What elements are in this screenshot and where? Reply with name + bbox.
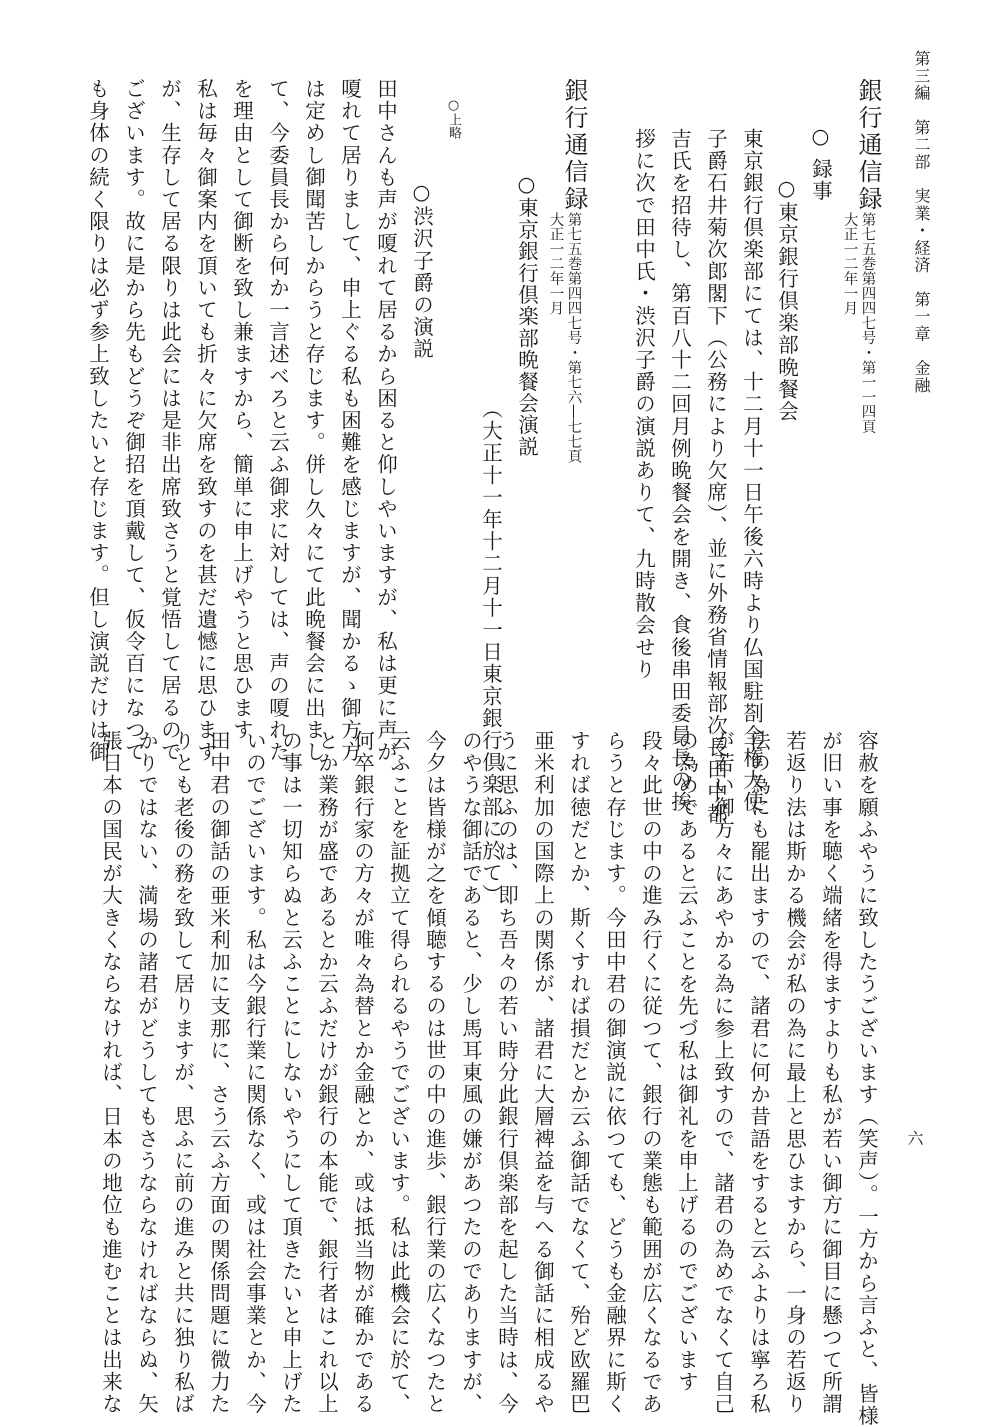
article1-category: ○ 録事 — [808, 124, 833, 202]
article2-heading: ○東京銀行倶楽部晩餐会演説 — [514, 172, 539, 458]
speech-line: も身体の続く限りは必ず参上致したいと存じます。但し演説だけは御 — [85, 78, 110, 764]
article1-heading: ○東京銀行倶楽部晩餐会 — [774, 176, 799, 423]
body-line: 何卒銀行家の方々が唯々為替とか金融とか、或は抵当物が確かである — [350, 730, 375, 1416]
speech-heading: ○渋沢子爵の演説 — [409, 180, 434, 361]
article1-citation-volume: 第七五巻第四四七号・第一一四頁 — [859, 212, 876, 434]
speech-line: が、生存して居る限りは此会には是非出席致さうと覚悟して居るので — [157, 78, 182, 764]
article1-title: 銀行通信録 — [854, 78, 882, 213]
body-line: 容赦を願ふやうに致したうございます（笑声）。一方から言ふと、皆様 — [854, 730, 879, 1427]
omission-note: ○上略 — [446, 98, 461, 139]
speech-line: は定めし御聞苦しからうと存じます。併し久々にて此晩餐会に出まし — [301, 78, 326, 764]
page-number: 六 — [905, 1130, 924, 1148]
article2-citation-volume: 第七五巻第四四七号・第七六―七七頁 — [565, 212, 582, 464]
body-line: とか業務が盛であるとか云ふだけが銀行の本能で、銀行者はこれ以上 — [314, 730, 339, 1416]
body-line: らうと存じます。今田中君の御演説に依つても、どうも金融界に斯く — [602, 730, 627, 1416]
body-line: が若い御方々にあやかる為に参上致すので、諸君の為めでなくて自己 — [710, 730, 735, 1416]
body-line: 亜米利加の国際上の関係が、諸君に大層裨益を与へる御話に相成るや — [530, 730, 555, 1416]
body-line: 段々此世の中の進み行くに従つて、銀行の業態も範囲が広くなるであ — [638, 730, 663, 1416]
body-line: 張日本の国民が大きくならなければ、日本の地位も進むことは出来な — [98, 730, 123, 1416]
body-line: 云ふことを証拠立て得られるやうでございます。私は此機会に於て、 — [386, 730, 411, 1416]
body-line: 今夕は皆様が之を傾聴するのは世の中の進歩、銀行業の広くなつたと — [422, 730, 447, 1416]
body-line: りとも老後の務を致して居りますが、思ふに前の進みと共に独り私ば — [170, 730, 195, 1416]
article1-line: 拶に次で田中氏・渋沢子爵の演説ありて、九時散会せり — [631, 128, 656, 681]
article1-citation-date: 大正一二年一月 — [841, 212, 858, 316]
article2-title: 銀行通信録 — [560, 78, 588, 213]
body-line: が旧い事を聴く端緒を得ますよりも私が若い御方に御目に懸つて所謂 — [818, 730, 843, 1416]
speech-line: 嗄れて居りまして、申上ぐる私も困難を感じますが、聞かるゝ御方方 — [337, 78, 362, 764]
body-line: の為めであると云ふことを先づ私は御礼を申上げるのでございます — [674, 730, 699, 1393]
article2-date-line: （大正十一年十二月十一日東京銀行倶楽部に於て） — [478, 398, 503, 907]
body-line: 田中君の御話の亜米利加に支那に、さう云ふ方面の関係問題に微力た — [206, 730, 231, 1416]
body-line: の事は一切知らぬと云ふことにしないやうにして頂きたいと申上げた — [278, 730, 303, 1416]
speech-line: 田中さんも声が嗄れて居るから困ると仰しやいますが、私は更に声が — [373, 78, 398, 764]
speech-line: 私は毎々御案内を頂いても折々に欠席を致すのを甚だ遺憾に思ひます — [193, 78, 218, 764]
body-line: 若返り法は斯かる機会が私の為に最上と思ひますから、一身の若返り — [782, 730, 807, 1416]
article1-line: 吉氏を招待し、第百八十二回月例晩餐会を開き、食後串田委員長の挨 — [667, 128, 692, 814]
body-line: いのでございます。私は今銀行業に関係なく、或は社会事業とか、今 — [242, 730, 267, 1416]
speech-line: を理由として御断を致し兼ますから、簡単に申上げやうと思ひます — [229, 78, 254, 741]
body-line: すれば徳だとか、斯くすれば損だとか云ふ御話でなくて、殆ど欧羅巴 — [566, 730, 591, 1416]
body-line: のやうな御話であると、少し馬耳東風の嫌があつたのでありますが、 — [458, 730, 483, 1416]
body-line: 法の為にも罷出ますので、諸君に何か昔語をすると云ふよりは寧ろ私 — [746, 730, 771, 1416]
body-line: かりではない、満場の諸君がどうしてもさうならなければならぬ、矢 — [134, 730, 159, 1416]
body-line: うに思ふのは、即ち吾々の若い時分此銀行倶楽部を起した当時は、今 — [494, 730, 519, 1416]
speech-line: て、今委員長から何か一言述べろと云ふ御求に対しては、声の嗄れた — [265, 78, 290, 764]
running-header: 第三編 第二部 実業・経済 第一章 金融 — [912, 50, 931, 394]
article1-line: 東京銀行倶楽部にては、十二月十一日午後六時より仏国駐剳全権大使 — [739, 128, 764, 814]
article1-line: 子爵石井菊次郎閣下（公務により欠席）、並に外務省情報部次長田中都 — [703, 128, 728, 825]
article2-citation-date: 大正一二年一月 — [547, 212, 564, 316]
speech-line: ございます。故に是から先もどうぞ御招を頂戴して、仮令百になつて — [121, 78, 146, 764]
